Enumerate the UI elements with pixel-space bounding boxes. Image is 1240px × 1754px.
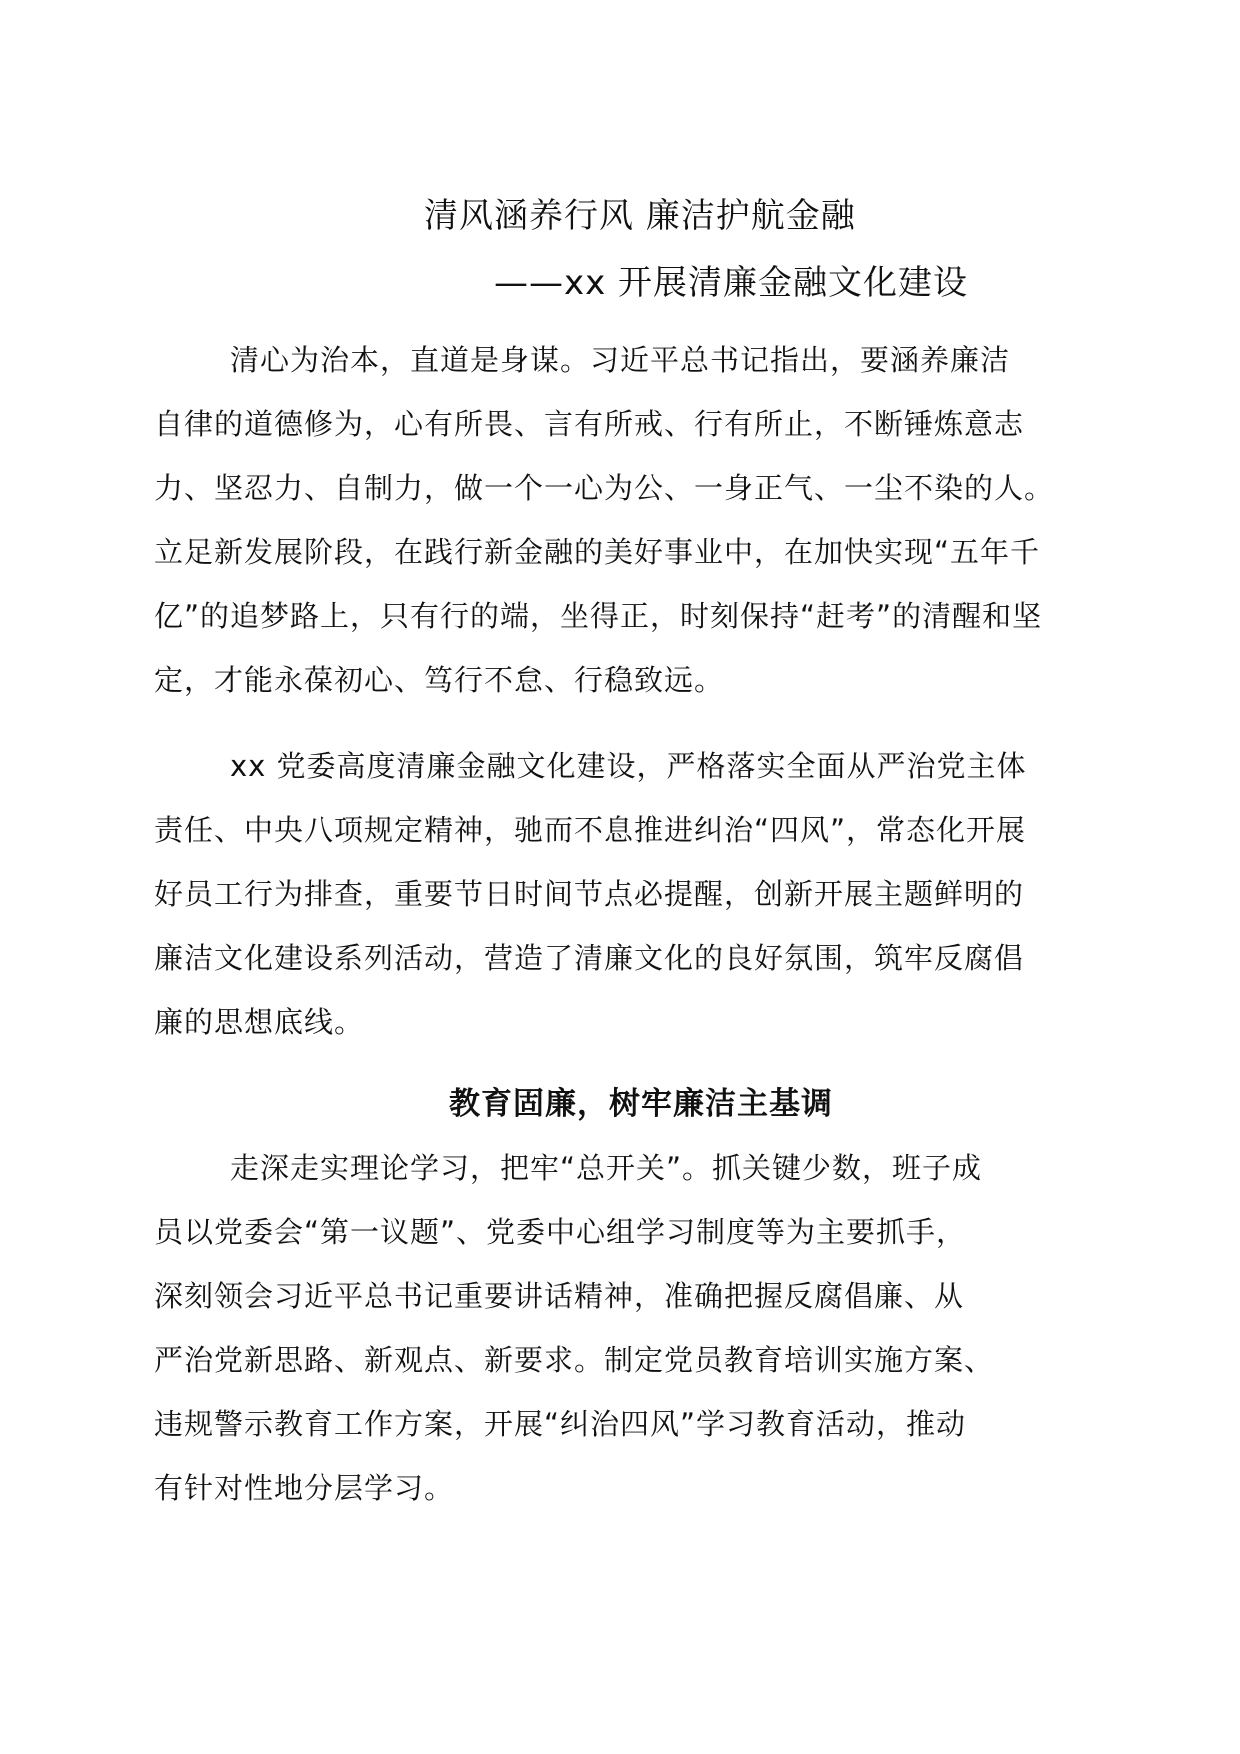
paragraph-line: 力、坚忍力、自制力，做一个一心为公、一身正气、一尘不染的人。 [154, 471, 1055, 505]
paragraph-line: xx 党委高度清廉金融文化建设，严格落实全面从严治党主体 [230, 749, 1027, 783]
paragraph-line: 立足新发展阶段，在践行新金融的美好事业中，在加快实现“五年千 [154, 535, 1041, 569]
paragraph-line: 清心为治本，直道是身谋。习近平总书记指出，要涵养廉洁 [230, 343, 1011, 377]
paragraph-line: 走深走实理论学习，把牢“总开关”。抓关键少数，班子成 [230, 1151, 983, 1185]
paragraph-education [154, 1136, 1094, 1520]
paragraph-intro [154, 328, 1094, 712]
paragraph-line: 违规警示教育工作方案，开展“纠治四风”学习教育活动，推动 [154, 1407, 967, 1441]
paragraph-overview [154, 734, 1094, 1054]
paragraph-line: 自律的道德修为，心有所畏、言有所戒、行有所止，不断锤炼意志 [154, 407, 1025, 441]
paragraph-line: 好员工行为排查，重要节日时间节点必提醒，创新开展主题鲜明的 [154, 877, 1025, 911]
paragraph-line: 有针对性地分层学习。 [154, 1471, 455, 1505]
paragraph-line: 廉的思想底线。 [154, 1005, 365, 1039]
paragraph-line: 亿”的追梦路上，只有行的端，坐得正，时刻保持“赶考”的清醒和坚 [154, 599, 1043, 633]
paragraph-line: 定，才能永葆初心、笃行不怠、行稳致远。 [154, 663, 725, 697]
paragraph-line: 责任、中央八项规定精神，驰而不息推进纠治“四风”，常态化开展 [154, 813, 1027, 847]
section-heading: 教育固廉，树牢廉洁主基调 [449, 1086, 833, 1122]
paragraph-line: 严治党新思路、新观点、新要求。制定党员教育培训实施方案、 [154, 1343, 995, 1377]
paragraph-line: 廉洁文化建设系列活动，营造了清廉文化的良好氛围，筑牢反腐倡 [154, 941, 1025, 975]
paragraph-line: 深刻领会习近平总书记重要讲话精神，准确把握反腐倡廉、从 [154, 1279, 965, 1313]
paragraph-line: 员以党委会“第一议题”、党委中心组学习制度等为主要抓手， [154, 1215, 967, 1249]
document-title: 清风涵养行风 廉洁护航金融 [424, 196, 856, 236]
document-subtitle: ——xx 开展清廉金融文化建设 [494, 263, 969, 303]
